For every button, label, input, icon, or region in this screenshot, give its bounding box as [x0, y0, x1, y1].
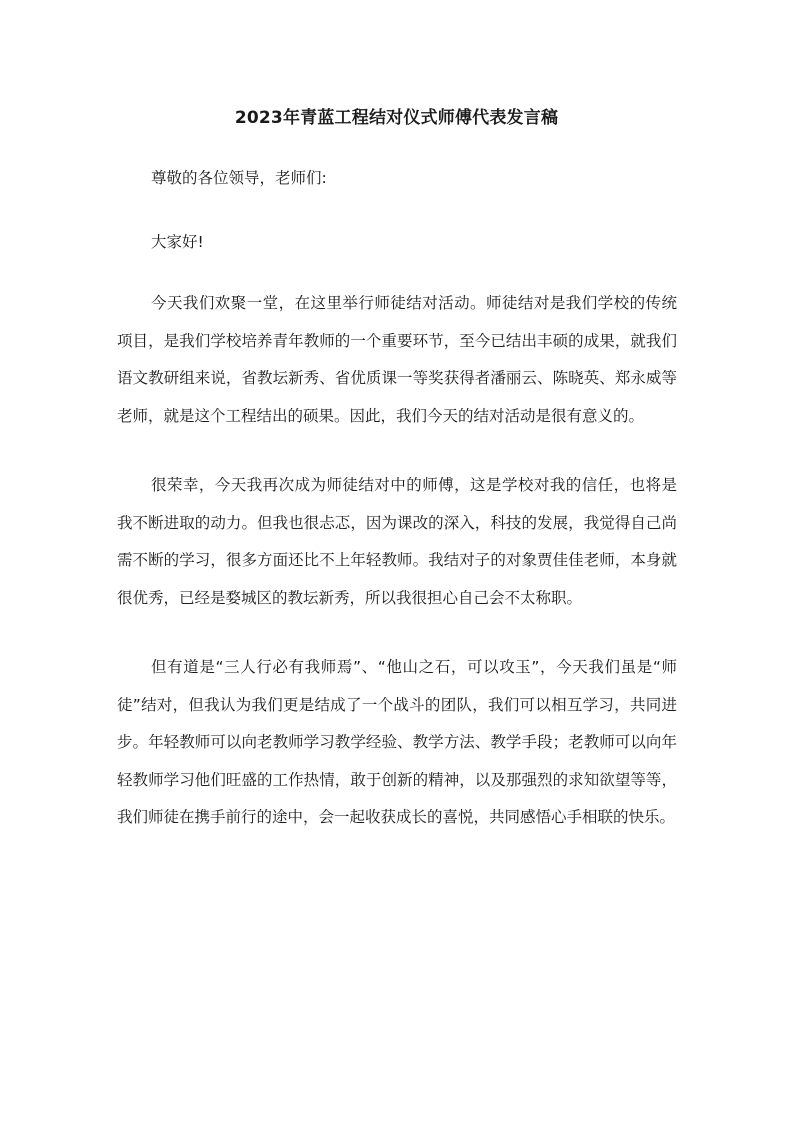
- greeting-line: 尊敬的各位领导，老师们:: [151, 169, 327, 187]
- document-title: 2023年青蓝工程结对仪式师傅代表发言稿: [234, 108, 559, 128]
- salutation-line: 大家好!: [151, 233, 204, 251]
- body-paragraph: 但有道是“三人行必有我师焉”、“他山之石，可以攻玉”，今天我们虽是“师徒”结对，但我认为我们更是结成了一个战斗的团队，我们可以相互学习，共同进步。年轻教师可以向老教师学习教学经验、教学方法、教学手段；老教师可以向年轻教师学习他们旺盛的工作热情，敢于创新的精神，以及那强烈的求知欲望等等，我们师徒在携手前行的途中，会一起收获成长的喜悦，共同感悟心手相联的快乐。: [117, 658, 677, 827]
- body-paragraph: 今天我们欢聚一堂，在这里举行师徒结对活动。师徒结对是我们学校的传统项目，是我们学校培养青年教师的一个重要环节，至今已结出丰硕的成果，就我们语文教研组来说，省教坛新秀、省优质课一等奖获得者潘丽云、陈晓英、郑永威等老师，就是这个工程结出的硕果。因此，我们今天的结对活动是很有意义的。: [117, 294, 677, 425]
- body-paragraph: 很荣幸，今天我再次成为师徒结对中的师傅，这是学校对我的信任，也将是我不断进取的动力。但我也很忐忑，因为课改的深入，科技的发展，我觉得自己尚需不断的学习，很多方面还比不上年轻教师。我结对子的对象贾佳佳老师，本身就很优秀，已经是婺城区的教坛新秀，所以我很担心自己会不太称职。: [117, 476, 677, 607]
